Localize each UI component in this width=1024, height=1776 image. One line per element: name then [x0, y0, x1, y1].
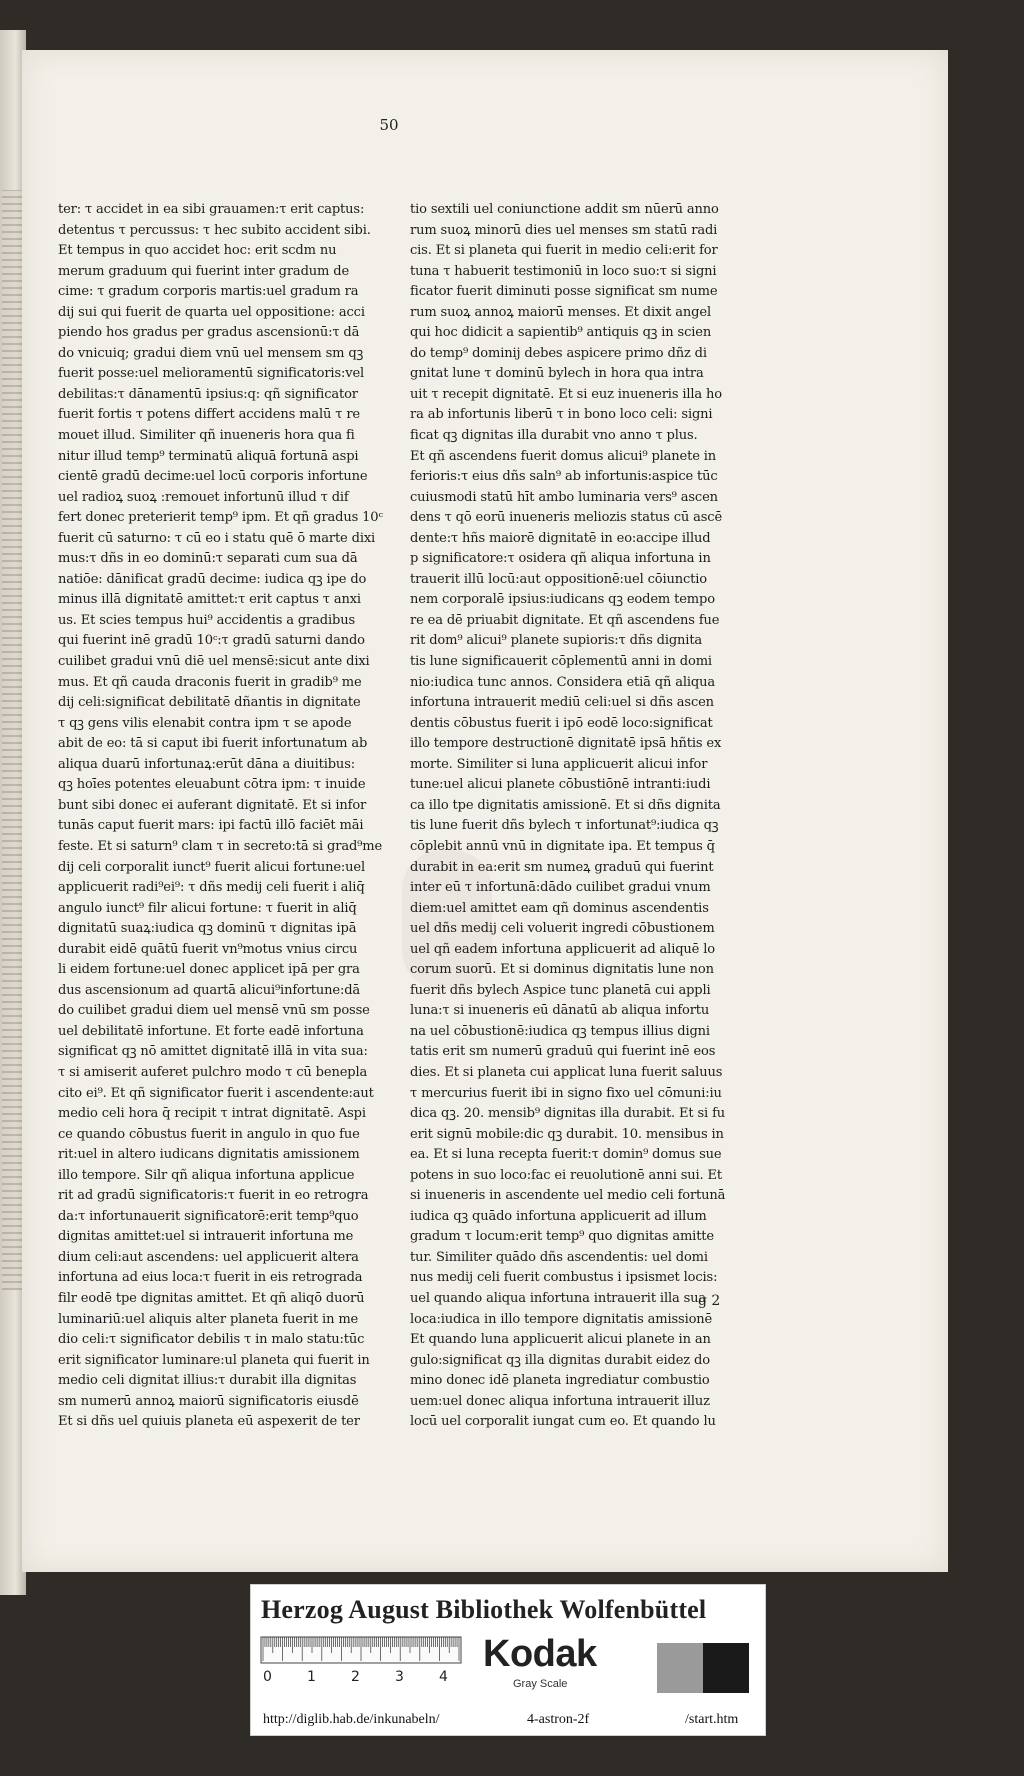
gray-scale-label: Gray Scale: [513, 1678, 568, 1690]
text-line: luna:τ si inueneris eū dānatū ab aliqua infortu: [410, 1003, 710, 1019]
text-line: rum suoꝝ minorū dies uel menses sm statū radi: [410, 222, 718, 238]
text-line: infortuna intrauerit mediū celi:uel si dñs ascen: [410, 695, 714, 711]
ruler-label: 4: [439, 1669, 448, 1685]
page-number: 50: [379, 116, 399, 134]
text-line: dente:τ hñs maiorē dignitatē in eo:accipe illud: [410, 530, 711, 546]
text-line: na uel cōbustionē:iudica qꝫ tempus illius digni: [410, 1023, 710, 1039]
text-line: dies. Et si planeta cui applicat luna fuerit saluus: [410, 1064, 723, 1080]
text-line: qꝫ hoīes potentes eleuabunt cōtra ipm: τ inuide: [58, 777, 366, 793]
ruler-label: 2: [351, 1669, 360, 1685]
text-line: ter: τ accidet in ea sibi grauamen:τ erit captus:: [58, 202, 365, 217]
text-line: diem:uel amittet eam qñ dominus ascendentis: [410, 900, 709, 916]
text-line: cuiusmodi statū hīt ambo luminaria vers⁹ ascen: [410, 489, 718, 505]
text-line: corum suorū. Et si dominus dignitatis lune non: [410, 962, 714, 978]
text-line: τ si amiserit auferet pulchro modo τ cū benepla: [58, 1064, 368, 1080]
digital-library-url: http://diglib.hab.de/inkunabeln/: [263, 1712, 440, 1727]
text-line: Et qñ ascendens fuerit domus alicui⁹ planete in: [410, 448, 717, 464]
text-line: rit:uel in altero iudicans dignitatis amissionem: [58, 1147, 360, 1163]
text-line: si inueneris in ascendente uel medio celi fortunā: [410, 1188, 726, 1204]
text-line: applicuerit radi⁹ei⁹: τ dñs medij celi fuerit i aliq̄: [58, 880, 365, 896]
text-line: τ qꝫ gens vilis elenabit contra ipm τ se apode: [58, 715, 352, 731]
text-line: detentus τ percussus: τ hec subito accident sibi.: [58, 222, 371, 238]
text-line: medio celi hora q̄ recipit τ intrat dignitatē. Aspi: [58, 1106, 366, 1122]
text-column-left: [58, 200, 400, 1430]
signature-mark: g 2: [698, 1293, 721, 1309]
text-line: durabit in ea:erit sm numeꝝ graduū qui fuerint: [410, 859, 714, 875]
text-line: gradum τ locum:erit temp⁹ quo dignitas amitte: [410, 1229, 714, 1245]
text-line: dens τ qō eorū inueneris meliozis status cū ascē: [410, 510, 723, 526]
text-line: piendo hos gradus per gradus ascensionū:τ dā: [58, 325, 360, 341]
text-line: angulo iunct⁹ filr alicui fortune: τ fuerit in aliq̄: [58, 900, 357, 916]
text-line: filr eodē tpe dignitas amittet. Et qñ aliqō duorū: [58, 1290, 365, 1306]
library-title: Herzog August Bibliothek Wolfenbüttel: [261, 1595, 707, 1624]
text-line: tis lune significauerit cōplementū anni in domi: [410, 654, 712, 670]
text-line: tur. Similiter quādo dñs ascendentis: uel domi: [410, 1249, 708, 1265]
text-line: illo tempore. Silr qñ aliqua infortuna applicue: [58, 1167, 355, 1183]
text-line: debilitas:τ dānamentū ipsius:q: qñ significator: [58, 386, 358, 402]
text-line: aliqua duarū infortunaꝝ:erūt dāna a diuitibus:: [58, 756, 355, 772]
text-line: luminariū:uel aliquis alter planeta fuerit in me: [58, 1311, 359, 1327]
text-line: uel dñs medij celi voluerit ingredi cōbustionem: [410, 921, 715, 937]
text-line: morte. Similiter si luna applicuerit alicui infor: [410, 756, 708, 772]
text-line: qui hoc didicit a sapientib⁹ antiquis qꝫ in scien: [410, 325, 712, 341]
text-line: fuerit posse:uel melioramentū significatoris:vel: [58, 366, 365, 382]
text-line: re ea dē priuabit dignitate. Et qñ ascendens fue: [410, 612, 720, 628]
text-line: inter eū τ infortunā:dādo cuilibet gradui vnum: [410, 880, 711, 896]
text-line: mus:τ dñs in eo dominū:τ separati cum sua dā: [58, 551, 358, 567]
color-target-card: [250, 1584, 766, 1736]
text-line: tunās caput fuerit mars: ipi factū illō faciēt māi: [58, 818, 364, 834]
text-line: gnitat lune τ dominū bylech in hora qua intra: [410, 366, 704, 382]
text-line: us. Et scies tempus hui⁹ accidentis a gradibus: [58, 612, 356, 628]
text-line: fuerit dñs bylech Aspice tunc planetā cui appli: [410, 982, 711, 998]
text-line: significat qꝫ nō amittet dignitatē illā in vita sua:: [58, 1044, 368, 1060]
text-line: merum graduum qui fuerint inter gradum de: [58, 263, 350, 279]
text-line: uel quando aliqua infortuna intrauerit illa sua: [410, 1290, 707, 1306]
text-line: fuerit fortis τ potens differt accidens malū τ re: [58, 407, 360, 423]
text-line: ficat qꝫ dignitas illa durabit vno anno τ plus.: [410, 428, 698, 444]
text-line: sm numerū annoꝝ maiorū significatoris eiusdē: [58, 1393, 359, 1409]
shelfmark-identifier: 4-astron-2f: [527, 1712, 590, 1727]
text-line: durabit eidē quātū fuerit vn⁹motus vnius circu: [58, 941, 358, 957]
text-line: rum suoꝝ annoꝝ maiorū menses. Et dixit angel: [410, 304, 711, 320]
text-line: locū uel corporalit iungat cum eo. Et quando lu: [410, 1414, 716, 1430]
text-line: mino donec idē planeta ingrediatur combustio: [410, 1373, 710, 1389]
text-line: da:τ infortunauerit significatorē:erit temp⁹quo: [58, 1208, 359, 1224]
text-line: loca:iudica in illo tempore dignitatis amissionē: [410, 1311, 713, 1327]
text-line: tune:uel alicui planete cōbustiōnē intranti:iudi: [410, 777, 711, 793]
text-line: nitur illud temp⁹ terminatū aliquā fortunā aspi: [58, 448, 359, 464]
text-line: dignitatū suaꝝ:iudica qꝫ dominū τ dignitas ipā: [58, 921, 357, 937]
gray-swatch-black: [703, 1643, 749, 1693]
text-line: tatis erit sm numerū graduū qui fuerint inē eos: [410, 1044, 716, 1060]
text-line: li eidem fortune:uel donec applicet ipā per gra: [58, 962, 360, 978]
text-line: nio:iudica tunc annos. Considera etiā qñ aliqua: [410, 674, 716, 690]
text-line: minus illā dignitatē amittet:τ erit captus τ anxi: [58, 592, 361, 608]
text-line: uel debilitatē infortune. Et forte eadē infortuna: [58, 1023, 364, 1039]
text-line: qui fuerint inē gradū 10ᶜ:τ gradū saturni dando: [58, 633, 365, 649]
start-page-link: /start.htm: [685, 1712, 739, 1727]
ruler-label: 0: [263, 1669, 272, 1685]
text-line: cis. Et si planeta qui fuerit in medio celi:erit for: [410, 243, 718, 259]
text-line: ea. Et si luna recepta fuerit:τ domin⁹ domus sue: [410, 1147, 722, 1163]
text-line: feste. Et si saturn⁹ clam τ in secreto:tā si grad⁹me: [58, 838, 383, 854]
text-line: medio celi dignitat illius:τ durabit illa dignitas: [58, 1373, 357, 1389]
text-line: p significatore:τ osidera qñ aliqua infortuna in: [410, 551, 711, 567]
text-line: mus. Et qñ cauda draconis fuerit in gradib⁹ me: [58, 674, 362, 690]
text-line: uel qñ eadem infortuna applicuerit ad aliquē lo: [410, 941, 715, 957]
text-line: erit significator luminare:ul planeta qui fuerit in: [58, 1352, 370, 1368]
text-line: trauerit illū locū:aut oppositionē:uel cōiunctio: [410, 571, 707, 587]
text-line: abit de eo: tā si caput ibi fuerit infortunatum ab: [58, 736, 368, 752]
text-line: fert donec preterierit temp⁹ ipm. Et qñ gradus 10ᶜ: [58, 510, 383, 526]
text-line: Et si dñs uel quiuis planeta eū aspexerit de ter: [58, 1414, 360, 1430]
text-line: dij celi:significat debilitatē dñantis in dignitate: [58, 695, 361, 711]
text-line: tis lune fuerit dñs bylech τ infortunat⁹:iudica qꝫ: [410, 818, 719, 834]
text-line: nem corporalē ipsius:iudicans qꝫ eodem tempo: [410, 592, 715, 608]
text-line: dentis cōbustus fuerit i ipō eodē loco:significat: [410, 715, 713, 731]
text-line: do temp⁹ dominij debes aspicere primo dñz di: [410, 345, 707, 361]
text-line: τ mercurius fuerit ibi in signo fixo uel cōmuni:iu: [410, 1085, 722, 1101]
text-line: cientē gradū decime:uel locū corporis infortune: [58, 469, 368, 485]
text-line: dus ascensionum ad quartā alicui⁹infortune:dā: [58, 982, 361, 998]
left-page-text-strip: [2, 190, 22, 1290]
text-line: gulo:significat qꝫ illa dignitas durabit eidez do: [410, 1352, 710, 1368]
text-line: rit ad gradū significatoris:τ fuerit in eo retrogra: [58, 1188, 369, 1204]
text-line: tio sextili uel coniunctione addit sm nūerū anno: [410, 202, 719, 217]
text-line: fuerit cū saturno: τ cū eo i statu quē ō marte dixi: [58, 530, 376, 546]
text-line: Et quando luna applicuerit alicui planete in an: [410, 1332, 711, 1348]
text-line: cuilibet gradui vnū diē uel mensē:sicut ante dixi: [58, 654, 370, 670]
text-line: natiōe: dānificat gradū decime: iudica qꝫ ipe do: [58, 571, 367, 587]
text-line: ce quando cōbustus fuerit in angulo in quo fue: [58, 1126, 360, 1142]
text-line: Et tempus in quo accidet hoc: erit scdm nu: [58, 243, 337, 259]
ruler-label: 1: [307, 1669, 316, 1685]
text-line: dio celi:τ significator debilis τ in malo statu:tūc: [58, 1332, 365, 1348]
text-line: dium celi:aut ascendens: uel applicuerit altera: [58, 1249, 359, 1265]
text-line: dignitas amittet:uel si intrauerit infortuna me: [58, 1229, 354, 1245]
text-line: do vnicuiq; gradui diem vnū uel mensem sm qꝫ: [58, 345, 364, 361]
text-line: ferioris:τ eius dñs saln⁹ ab infortunis:aspice tūc: [410, 469, 718, 485]
text-line: dica qꝫ. 20. mensib⁹ dignitas illa durabit. Et si fu: [410, 1106, 726, 1122]
text-line: potens in suo loco:fac ei reuolutionē anni sui. Et: [410, 1167, 722, 1183]
text-line: rit dom⁹ alicui⁹ planete supioris:τ dñs dignita: [410, 633, 703, 649]
text-line: mouet illud. Similiter qñ inueneris hora qua fi: [58, 428, 355, 444]
gray-swatch-medium: [657, 1643, 703, 1693]
text-line: nus medij celi fuerit combustus i ipsismet locis:: [410, 1270, 718, 1286]
text-line: illo tempore destructionē dignitatē ipsā hñtis ex: [410, 736, 722, 752]
ruler-label: 3: [395, 1669, 404, 1685]
text-line: cōplebit annū vnū in dignitate ipa. Et tempus q̄: [410, 838, 715, 854]
text-line: uit τ recepit dignitatē. Et si euz inueneris illa ho: [410, 386, 723, 402]
text-line: bunt sibi donec ei auferant dignitatē. Et si infor: [58, 797, 367, 813]
text-line: uel radioꝝ suoꝝ :remouet infortunū illud τ dif: [58, 489, 349, 505]
text-line: cito ei⁹. Et qñ significator fuerit i ascendente:aut: [58, 1085, 374, 1101]
text-line: ra ab infortunis liberū τ in bono loco celi: signi: [410, 407, 713, 423]
text-line: uem:uel donec aliqua infortuna intrauerit illuz: [410, 1393, 710, 1409]
scale-ruler: [261, 1635, 461, 1689]
text-line: erit signū mobile:dic qꝫ durabit. 10. mensibus in: [410, 1126, 724, 1142]
text-line: ca illo tpe dignitatis amissionē. Et si dñs dignita: [410, 797, 721, 813]
text-line: dij celi corporalit iunct⁹ fuerit alicui fortune:uel: [58, 859, 365, 875]
text-line: tuna τ habuerit testimoniū in loco suo:τ si signi: [410, 263, 717, 279]
text-line: ficator fuerit diminuti posse significat sm nume: [410, 284, 718, 300]
text-line: do cuilibet gradui diem uel mensē vnū sm posse: [58, 1003, 370, 1019]
text-line: dij sui qui fuerit de quarta uel oppositione: acci: [58, 304, 365, 320]
text-line: infortuna ad eius loca:τ fuerit in eis retrograda: [58, 1270, 363, 1286]
text-line: cime: τ gradum corporis martis:uel gradum ra: [58, 284, 359, 300]
kodak-logo: Kodak: [483, 1633, 597, 1675]
card-footer: [251, 1705, 765, 1735]
text-line: iudica qꝫ quādo infortuna applicuerit ad illum: [410, 1208, 707, 1224]
